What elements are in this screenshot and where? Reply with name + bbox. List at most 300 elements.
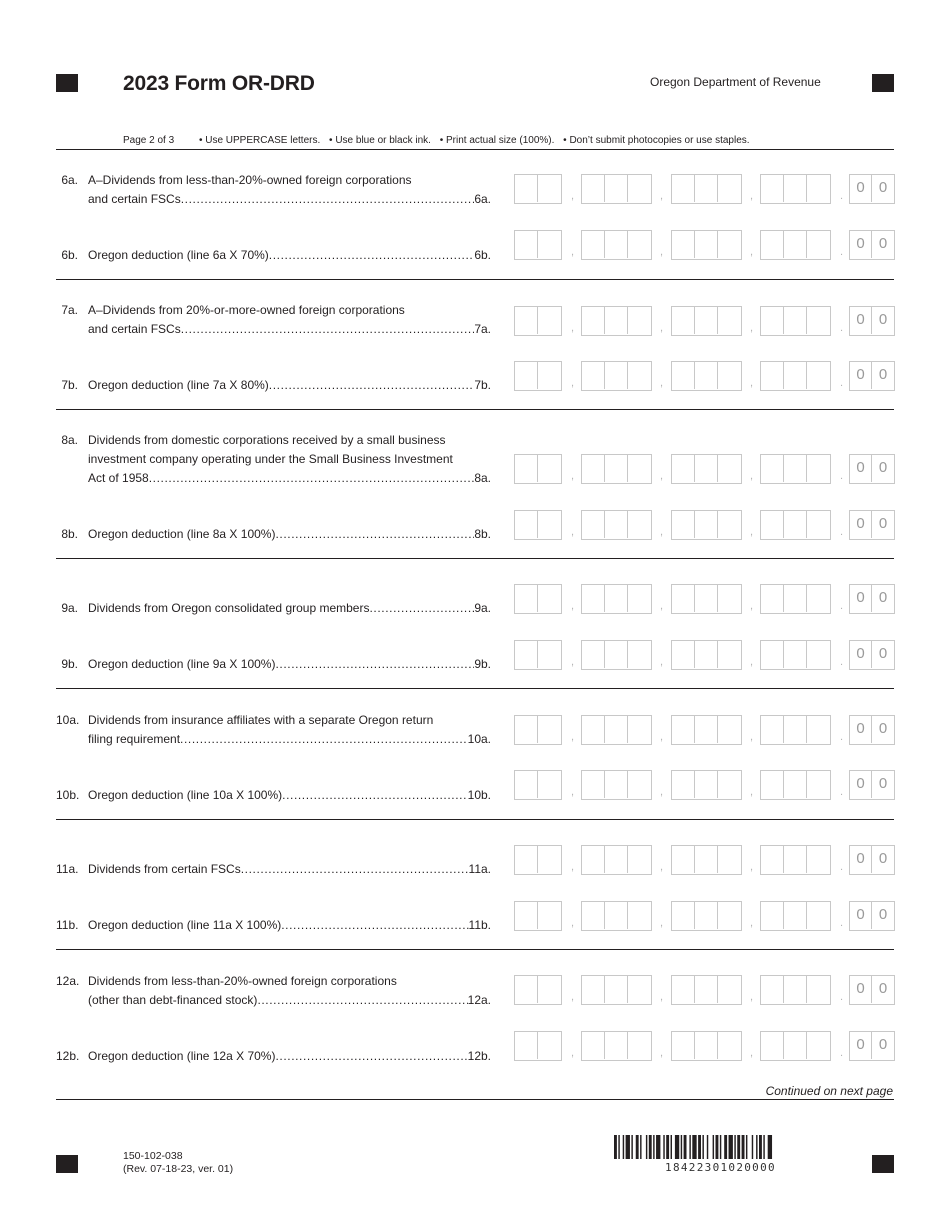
cents-group[interactable]: [849, 975, 895, 1005]
digit-cell[interactable]: [628, 716, 651, 743]
thousands-separator: ,: [571, 600, 575, 612]
digit-cell[interactable]: [515, 455, 538, 482]
cents-cell[interactable]: 0: [850, 511, 872, 538]
cents-group[interactable]: [849, 361, 895, 391]
cents-cell[interactable]: 0: [850, 976, 872, 1003]
barcode-bar: [698, 1135, 701, 1159]
digit-cell[interactable]: [807, 231, 830, 258]
digit-cell[interactable]: [784, 307, 807, 334]
digit-group[interactable]: [581, 715, 652, 745]
digit-cell[interactable]: [784, 585, 807, 612]
barcode-bar: [646, 1135, 647, 1159]
digit-cell[interactable]: [784, 846, 807, 873]
digit-group[interactable]: [514, 715, 562, 745]
cents-group[interactable]: [849, 306, 895, 336]
digit-cell[interactable]: [672, 1032, 695, 1059]
digit-group[interactable]: [760, 1031, 831, 1061]
line-description: [88, 786, 491, 805]
digit-group[interactable]: [671, 230, 742, 260]
digit-group[interactable]: [514, 901, 562, 931]
digit-group[interactable]: [514, 361, 562, 391]
digit-cell[interactable]: [761, 846, 784, 873]
digit-cell[interactable]: [784, 175, 807, 202]
cents-cell[interactable]: 0: [850, 307, 872, 334]
cents-cell[interactable]: 0: [878, 720, 888, 737]
digit-group[interactable]: [514, 770, 562, 800]
digit-cell[interactable]: [807, 902, 830, 929]
digit-cell[interactable]: [761, 175, 784, 202]
digit-cell[interactable]: [605, 175, 628, 202]
barcode-bar: [649, 1135, 652, 1159]
cents-cell[interactable]: 0: [850, 716, 872, 743]
digit-cell[interactable]: [538, 307, 561, 334]
digit-cell[interactable]: [582, 455, 605, 482]
digit-cell[interactable]: [515, 362, 538, 389]
digit-group[interactable]: [760, 640, 831, 670]
digit-cell[interactable]: [695, 307, 718, 334]
digit-cell[interactable]: [718, 231, 741, 258]
digit-cell[interactable]: [761, 455, 784, 482]
digit-cell[interactable]: [807, 1032, 830, 1059]
digit-cell[interactable]: [515, 1032, 538, 1059]
thousands-separator: ,: [571, 190, 575, 202]
barcode-bar: [752, 1135, 753, 1159]
digit-cell[interactable]: [582, 175, 605, 202]
cents-cell[interactable]: 0: [878, 850, 888, 867]
cents-group[interactable]: [849, 901, 895, 931]
digit-cell[interactable]: [582, 846, 605, 873]
digit-cell[interactable]: [807, 362, 830, 389]
digit-group[interactable]: [581, 901, 652, 931]
digit-cell[interactable]: [628, 362, 651, 389]
digit-cell[interactable]: [718, 455, 741, 482]
digit-cell[interactable]: [761, 585, 784, 612]
digit-cell[interactable]: [695, 585, 718, 612]
digit-group[interactable]: [581, 454, 652, 484]
digit-cell[interactable]: [672, 362, 695, 389]
digit-cell[interactable]: [538, 716, 561, 743]
digit-group[interactable]: [671, 715, 742, 745]
cents-cell[interactable]: 0: [850, 771, 872, 798]
digit-cell[interactable]: [582, 1032, 605, 1059]
barcode-bar: [631, 1135, 632, 1159]
cents-cell[interactable]: 0: [850, 846, 872, 873]
cents-group[interactable]: [849, 584, 895, 614]
digit-cell[interactable]: [672, 771, 695, 798]
digit-group[interactable]: [671, 454, 742, 484]
digit-group[interactable]: [514, 510, 562, 540]
digit-cell[interactable]: [695, 771, 718, 798]
digit-group[interactable]: [671, 361, 742, 391]
digit-group[interactable]: [760, 901, 831, 931]
digit-cell[interactable]: [672, 585, 695, 612]
digit-group[interactable]: [514, 306, 562, 336]
digit-group[interactable]: [671, 1031, 742, 1061]
digit-group[interactable]: [671, 510, 742, 540]
digit-cell[interactable]: [761, 716, 784, 743]
line-number: 11a.: [56, 862, 79, 876]
digit-cell[interactable]: [672, 175, 695, 202]
barcode-bar: [614, 1135, 617, 1159]
digit-cell[interactable]: [538, 175, 561, 202]
digit-cell[interactable]: [515, 846, 538, 873]
digit-cell[interactable]: [761, 641, 784, 668]
digit-group[interactable]: [671, 306, 742, 336]
cents-cell[interactable]: 0: [878, 906, 888, 923]
digit-cell[interactable]: [582, 307, 605, 334]
digit-group[interactable]: [581, 845, 652, 875]
digit-group[interactable]: [671, 845, 742, 875]
digit-cell[interactable]: [718, 585, 741, 612]
digit-cell[interactable]: [628, 511, 651, 538]
digit-cell[interactable]: [672, 641, 695, 668]
digit-cell[interactable]: [672, 307, 695, 334]
line-reference: 6a.: [474, 192, 491, 206]
digit-cell[interactable]: [605, 716, 628, 743]
dot-leader: [181, 190, 475, 209]
digit-cell[interactable]: [718, 511, 741, 538]
line-reference: 7b.: [474, 378, 491, 392]
digit-cell[interactable]: [718, 1032, 741, 1059]
digit-cell[interactable]: [807, 716, 830, 743]
cents-group[interactable]: [849, 715, 895, 745]
digit-cell[interactable]: [718, 846, 741, 873]
cents-group[interactable]: [849, 845, 895, 875]
decimal-point: .: [840, 600, 844, 612]
digit-group[interactable]: [760, 845, 831, 875]
digit-cell[interactable]: [605, 362, 628, 389]
digit-cell[interactable]: [538, 231, 561, 258]
digit-group[interactable]: [581, 584, 652, 614]
amount-field[interactable]: [514, 510, 898, 540]
digit-group[interactable]: [581, 306, 652, 336]
digit-cell[interactable]: [784, 902, 807, 929]
digit-group[interactable]: [514, 174, 562, 204]
digit-cell[interactable]: [807, 585, 830, 612]
digit-group[interactable]: [671, 584, 742, 614]
line-reference: 9a.: [474, 601, 491, 615]
digit-cell[interactable]: [628, 846, 651, 873]
line-text: and certain FSCs: [88, 322, 181, 336]
digit-cell[interactable]: [718, 716, 741, 743]
digit-cell[interactable]: [807, 511, 830, 538]
digit-cell[interactable]: [695, 976, 718, 1003]
digit-cell[interactable]: [718, 976, 741, 1003]
cents-cell[interactable]: 0: [878, 1036, 888, 1053]
cents-cell[interactable]: 0: [878, 980, 888, 997]
digit-group[interactable]: [671, 770, 742, 800]
cents-group[interactable]: [849, 770, 895, 800]
digit-cell[interactable]: [695, 175, 718, 202]
digit-cell[interactable]: [784, 362, 807, 389]
digit-group[interactable]: [514, 454, 562, 484]
digit-cell[interactable]: [628, 976, 651, 1003]
cents-group[interactable]: [849, 454, 895, 484]
digit-cell[interactable]: [695, 846, 718, 873]
cents-cell[interactable]: 0: [850, 641, 872, 668]
digit-cell[interactable]: [538, 455, 561, 482]
digit-cell[interactable]: [538, 585, 561, 612]
barcode-bar: [759, 1135, 762, 1159]
section-divider: [56, 279, 894, 280]
line-text: Dividends from less-than-20%-owned foreign corporations: [88, 974, 397, 988]
digit-cell[interactable]: [807, 771, 830, 798]
digit-group[interactable]: [581, 510, 652, 540]
digit-cell[interactable]: [628, 585, 651, 612]
digit-cell[interactable]: [628, 175, 651, 202]
cents-cell[interactable]: 0: [878, 589, 888, 606]
amount-field[interactable]: [514, 845, 898, 875]
digit-cell[interactable]: [784, 771, 807, 798]
cents-group[interactable]: [849, 174, 895, 204]
digit-group[interactable]: [581, 174, 652, 204]
digit-cell[interactable]: [582, 902, 605, 929]
digit-cell[interactable]: [628, 455, 651, 482]
digit-cell[interactable]: [807, 976, 830, 1003]
digit-cell[interactable]: [761, 771, 784, 798]
thousands-separator: ,: [750, 1047, 754, 1059]
digit-cell[interactable]: [718, 175, 741, 202]
digit-cell[interactable]: [515, 716, 538, 743]
digit-cell[interactable]: [628, 307, 651, 334]
digit-cell[interactable]: [761, 511, 784, 538]
cents-group[interactable]: [849, 640, 895, 670]
amount-field[interactable]: [514, 640, 898, 670]
digit-cell[interactable]: [718, 902, 741, 929]
amount-field[interactable]: [514, 584, 898, 614]
digit-group[interactable]: [760, 715, 831, 745]
cents-cell[interactable]: 0: [878, 459, 888, 476]
digit-cell[interactable]: [515, 585, 538, 612]
digit-cell[interactable]: [695, 362, 718, 389]
digit-cell[interactable]: [807, 641, 830, 668]
digit-group[interactable]: [581, 640, 652, 670]
digit-cell[interactable]: [582, 231, 605, 258]
digit-cell[interactable]: [538, 976, 561, 1003]
digit-cell[interactable]: [515, 231, 538, 258]
cents-cell[interactable]: 0: [878, 366, 888, 383]
digit-group[interactable]: [581, 230, 652, 260]
digit-cell[interactable]: [605, 511, 628, 538]
digit-group[interactable]: [760, 584, 831, 614]
cents-cell[interactable]: 0: [878, 645, 888, 662]
cents-cell[interactable]: 0: [878, 775, 888, 792]
cents-cell[interactable]: 0: [850, 455, 872, 482]
amount-field[interactable]: [514, 361, 898, 391]
digit-group[interactable]: [514, 584, 562, 614]
digit-cell[interactable]: [784, 455, 807, 482]
cents-cell[interactable]: 0: [878, 515, 888, 532]
digit-cell[interactable]: [807, 455, 830, 482]
digit-cell[interactable]: [515, 641, 538, 668]
digit-cell[interactable]: [515, 902, 538, 929]
line-text: Dividends from insurance affiliates with a separate Oregon return: [88, 713, 434, 727]
cents-cell[interactable]: 0: [850, 362, 872, 389]
digit-cell[interactable]: [515, 771, 538, 798]
digit-cell[interactable]: [538, 771, 561, 798]
digit-cell[interactable]: [672, 455, 695, 482]
cents-group[interactable]: [849, 510, 895, 540]
cents-cell[interactable]: 0: [850, 1032, 872, 1059]
digit-cell[interactable]: [538, 511, 561, 538]
digit-group[interactable]: [760, 306, 831, 336]
digit-cell[interactable]: [695, 511, 718, 538]
digit-cell[interactable]: [605, 976, 628, 1003]
thousands-separator: ,: [660, 377, 664, 389]
digit-cell[interactable]: [605, 307, 628, 334]
digit-group[interactable]: [760, 361, 831, 391]
digit-cell[interactable]: [784, 511, 807, 538]
digit-cell[interactable]: [761, 307, 784, 334]
digit-cell[interactable]: [672, 976, 695, 1003]
digit-cell[interactable]: [538, 641, 561, 668]
amount-field[interactable]: [514, 454, 898, 484]
digit-group[interactable]: [514, 640, 562, 670]
digit-cell[interactable]: [672, 716, 695, 743]
digit-cell[interactable]: [718, 307, 741, 334]
digit-cell[interactable]: [672, 231, 695, 258]
digit-group[interactable]: [760, 230, 831, 260]
digit-group[interactable]: [514, 975, 562, 1005]
digit-cell[interactable]: [784, 641, 807, 668]
amount-field[interactable]: [514, 306, 898, 336]
digit-cell[interactable]: [515, 511, 538, 538]
amount-field[interactable]: [514, 230, 898, 260]
section-divider: [56, 949, 894, 950]
digit-cell[interactable]: [538, 902, 561, 929]
cents-cell[interactable]: 0: [850, 231, 872, 258]
digit-cell[interactable]: [807, 307, 830, 334]
digit-group[interactable]: [581, 1031, 652, 1061]
digit-cell[interactable]: [807, 175, 830, 202]
digit-cell[interactable]: [628, 771, 651, 798]
registration-mark-bottom-right: [872, 1155, 894, 1173]
cents-cell[interactable]: 0: [878, 311, 888, 328]
amount-field[interactable]: [514, 901, 898, 931]
digit-cell[interactable]: [695, 455, 718, 482]
digit-group[interactable]: [671, 174, 742, 204]
line-text: Oregon deduction (line 9a X 100%): [88, 657, 276, 671]
barcode-bar: [666, 1135, 669, 1159]
amount-field[interactable]: [514, 174, 898, 204]
digit-group[interactable]: [514, 230, 562, 260]
digit-cell[interactable]: [761, 231, 784, 258]
digit-cell[interactable]: [784, 716, 807, 743]
digit-cell[interactable]: [718, 362, 741, 389]
digit-cell[interactable]: [582, 771, 605, 798]
digit-cell[interactable]: [582, 511, 605, 538]
digit-group[interactable]: [581, 975, 652, 1005]
digit-cell[interactable]: [582, 641, 605, 668]
dot-leader: [257, 991, 467, 1010]
digit-group[interactable]: [671, 901, 742, 931]
digit-group[interactable]: [514, 845, 562, 875]
digit-cell[interactable]: [672, 902, 695, 929]
digit-cell[interactable]: [605, 1032, 628, 1059]
digit-group[interactable]: [760, 770, 831, 800]
barcode-bar: [675, 1135, 679, 1159]
digit-group[interactable]: [760, 975, 831, 1005]
digit-cell[interactable]: [582, 362, 605, 389]
thousands-separator: ,: [571, 731, 575, 743]
digit-cell[interactable]: [538, 846, 561, 873]
agency-name: Oregon Department of Revenue: [650, 75, 821, 89]
cents-cell[interactable]: 0: [850, 585, 872, 612]
digit-cell[interactable]: [784, 231, 807, 258]
digit-cell[interactable]: [761, 902, 784, 929]
digit-cell[interactable]: [605, 846, 628, 873]
digit-cell[interactable]: [582, 716, 605, 743]
digit-cell[interactable]: [582, 585, 605, 612]
cents-cell[interactable]: 0: [878, 235, 888, 252]
amount-field[interactable]: [514, 975, 898, 1005]
digit-cell[interactable]: [515, 976, 538, 1003]
digit-cell[interactable]: [605, 641, 628, 668]
digit-cell[interactable]: [695, 716, 718, 743]
digit-cell[interactable]: [784, 1032, 807, 1059]
digit-cell[interactable]: [605, 771, 628, 798]
digit-cell[interactable]: [538, 362, 561, 389]
digit-cell[interactable]: [605, 902, 628, 929]
amount-field[interactable]: [514, 770, 898, 800]
digit-cell[interactable]: [761, 362, 784, 389]
digit-cell[interactable]: [718, 641, 741, 668]
digit-cell[interactable]: [628, 641, 651, 668]
cents-cell[interactable]: 0: [850, 902, 872, 929]
digit-cell[interactable]: [515, 307, 538, 334]
digit-cell[interactable]: [515, 175, 538, 202]
digit-cell[interactable]: [628, 902, 651, 929]
digit-group[interactable]: [581, 361, 652, 391]
dot-leader: [180, 730, 468, 749]
cents-group[interactable]: [849, 1031, 895, 1061]
digit-cell[interactable]: [538, 1032, 561, 1059]
digit-cell[interactable]: [695, 902, 718, 929]
digit-cell[interactable]: [582, 976, 605, 1003]
digit-group[interactable]: [760, 510, 831, 540]
cents-cell[interactable]: 0: [850, 175, 872, 202]
amount-field[interactable]: [514, 1031, 898, 1061]
cents-group[interactable]: [849, 230, 895, 260]
digit-cell[interactable]: [628, 231, 651, 258]
digit-cell[interactable]: [605, 585, 628, 612]
cents-cell[interactable]: 0: [878, 179, 888, 196]
digit-cell[interactable]: [628, 1032, 651, 1059]
digit-cell[interactable]: [695, 1032, 718, 1059]
line-description: [88, 860, 491, 879]
digit-group[interactable]: [671, 640, 742, 670]
dot-leader: [269, 376, 475, 395]
digit-cell[interactable]: [761, 976, 784, 1003]
digit-cell[interactable]: [672, 511, 695, 538]
digit-cell[interactable]: [761, 1032, 784, 1059]
digit-cell[interactable]: [605, 231, 628, 258]
digit-cell[interactable]: [605, 455, 628, 482]
digit-cell[interactable]: [672, 846, 695, 873]
thousands-separator: ,: [660, 190, 664, 202]
digit-group[interactable]: [760, 174, 831, 204]
digit-cell[interactable]: [695, 641, 718, 668]
digit-cell[interactable]: [718, 771, 741, 798]
digit-group[interactable]: [760, 454, 831, 484]
digit-cell[interactable]: [695, 231, 718, 258]
digit-group[interactable]: [671, 975, 742, 1005]
digit-cell[interactable]: [807, 846, 830, 873]
amount-field[interactable]: [514, 715, 898, 745]
digit-group[interactable]: [514, 1031, 562, 1061]
digit-group[interactable]: [581, 770, 652, 800]
digit-cell[interactable]: [784, 976, 807, 1003]
